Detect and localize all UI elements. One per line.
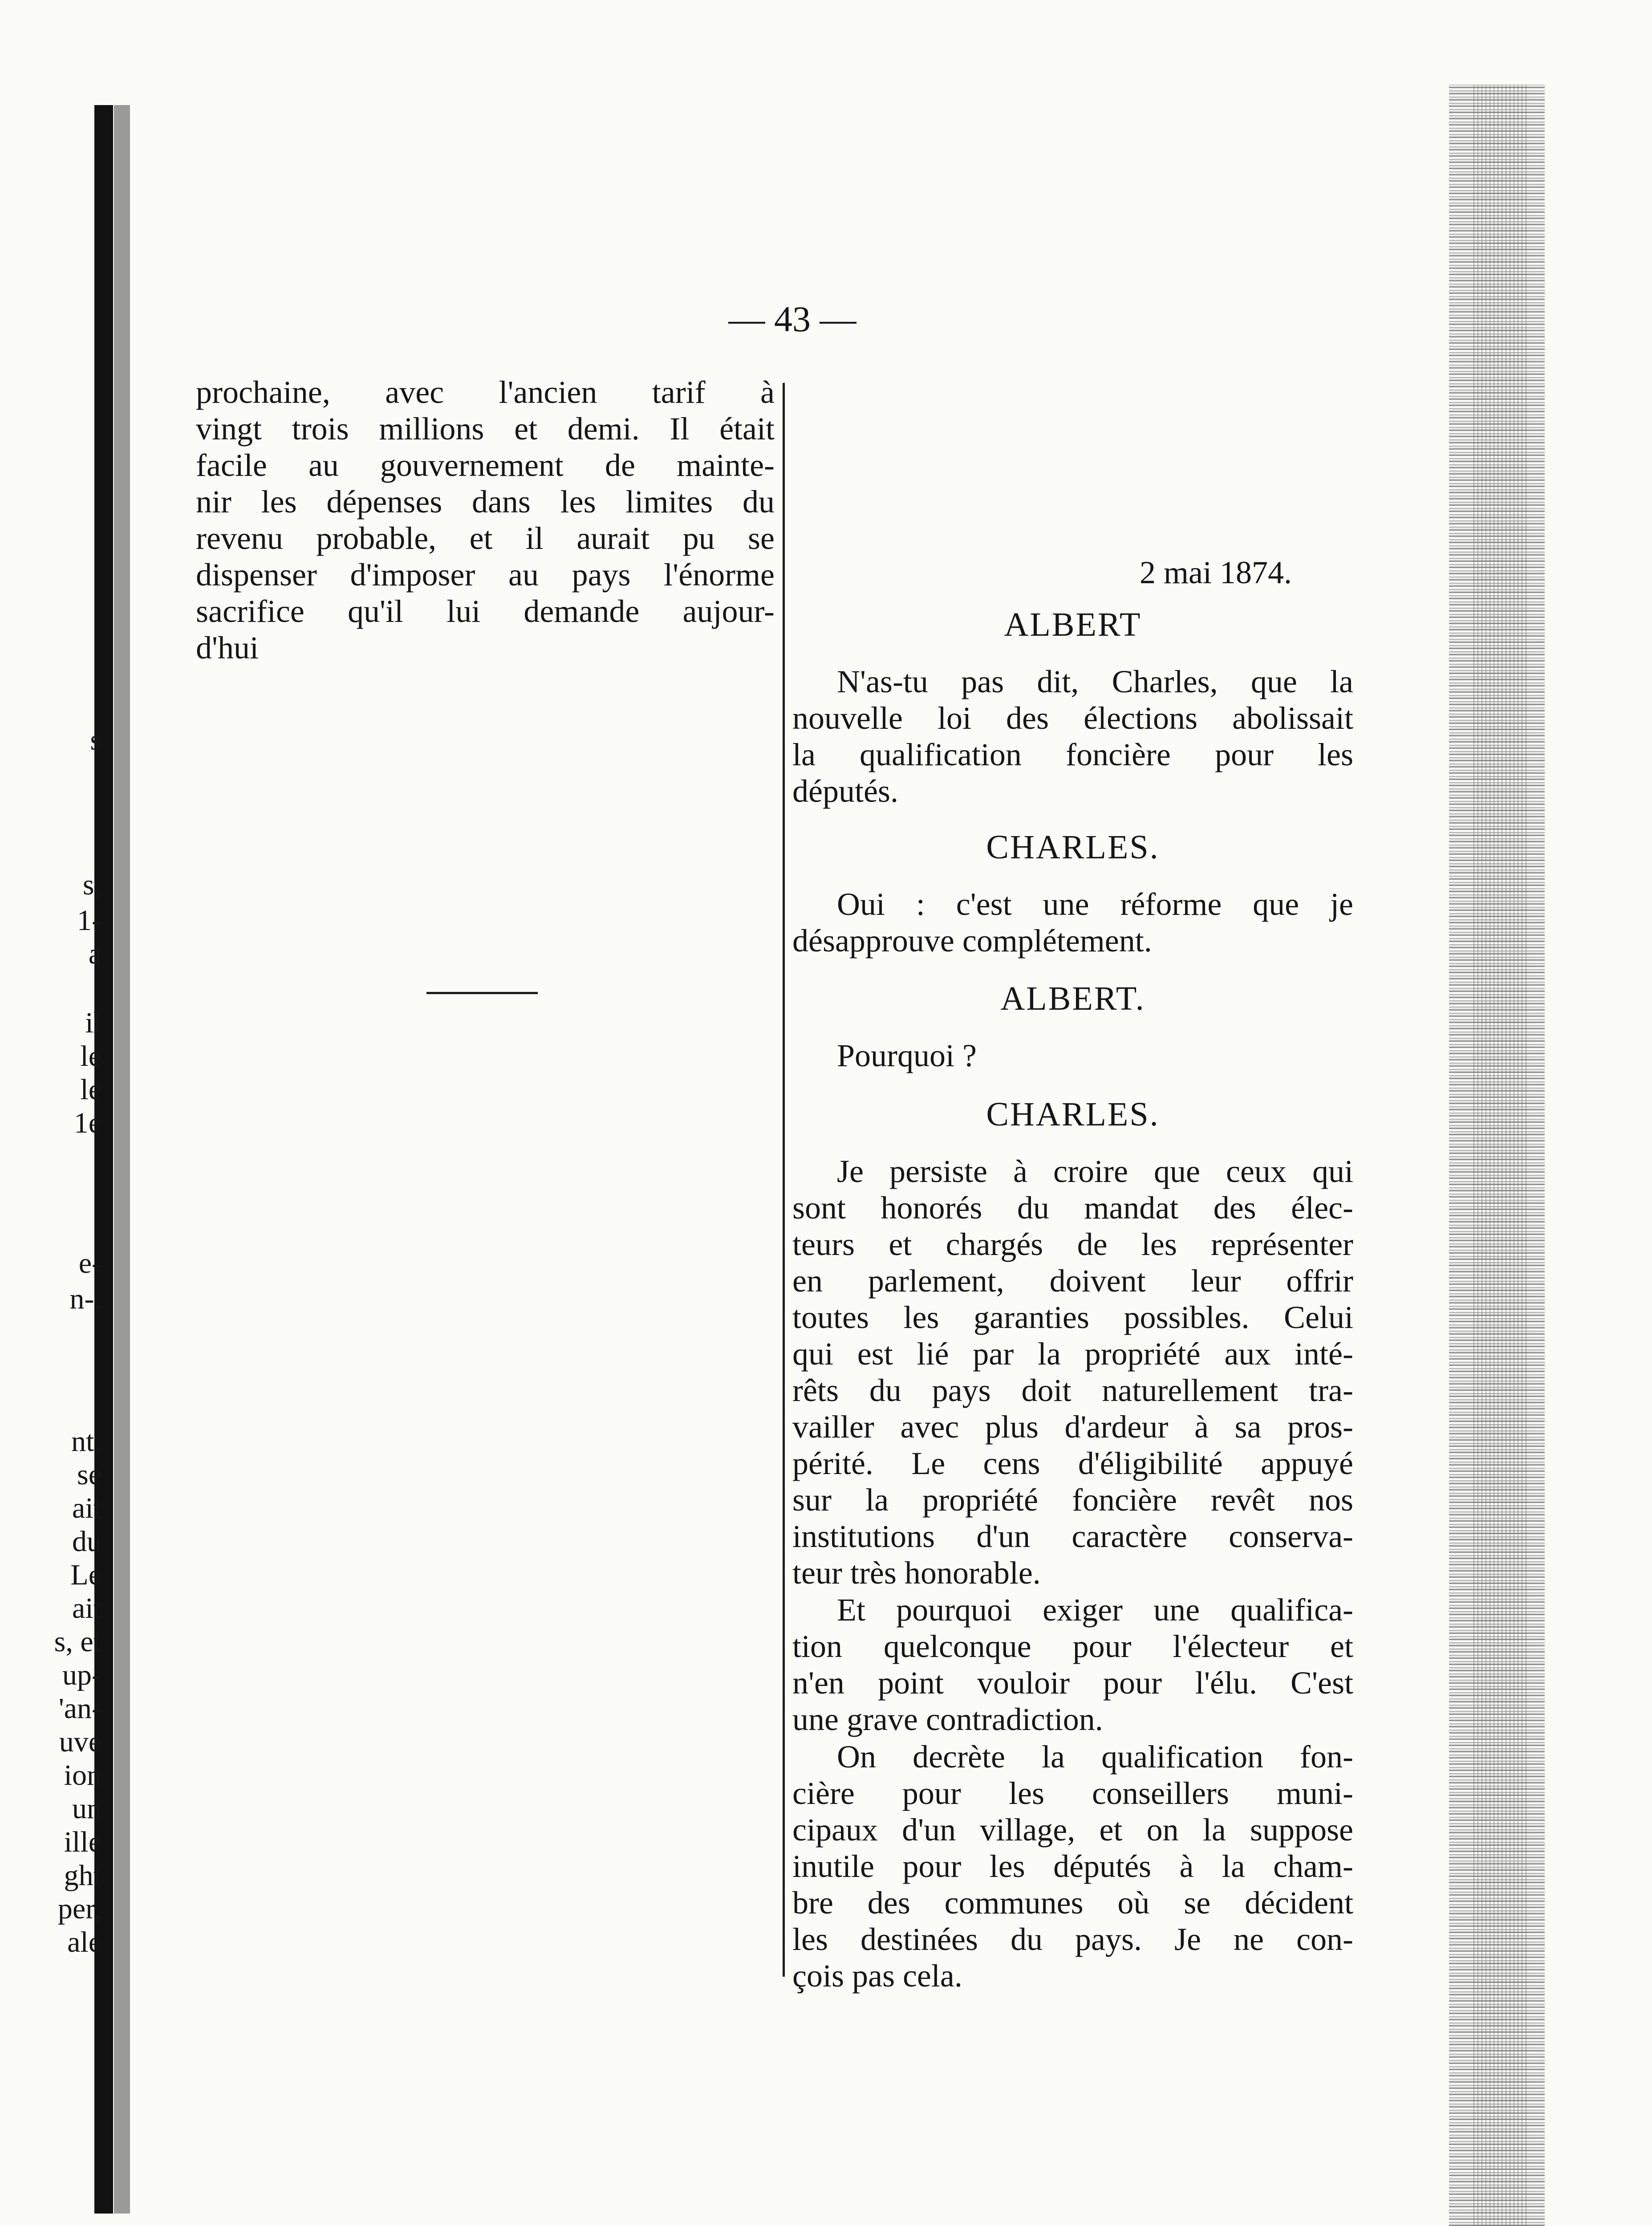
text-line: bre des communes où se décident	[792, 1885, 1353, 1921]
text-line: sacrifice qu'il lui demande aujour-	[196, 593, 775, 629]
speaker-name: CHARLES.	[986, 829, 1160, 866]
margin-fragment: ale	[67, 1926, 101, 1958]
dialogue-date: 2 mai 1874.	[1140, 555, 1292, 590]
text-line: les destinées du pays. Je ne con-	[792, 1921, 1353, 1957]
text-line: Pourquoi ?	[837, 1038, 977, 1073]
margin-fragment: ait	[72, 1592, 101, 1625]
text-line: tion quelconque pour l'électeur et	[792, 1629, 1353, 1664]
dialogue-paragraph	[792, 663, 1353, 809]
margin-fragment: se	[77, 1458, 101, 1491]
margin-fragment: du	[72, 1525, 101, 1558]
dialogue-paragraph	[792, 1592, 1353, 1738]
dialogue-paragraph	[792, 1739, 1353, 1994]
text-line: en parlement, doivent leur offrir	[792, 1263, 1353, 1299]
text-line: toutes les garanties possibles. Celui	[792, 1300, 1353, 1335]
margin-fragment: n-.	[69, 1283, 101, 1315]
dialogue-paragraph	[792, 886, 1353, 959]
margin-fragment: e-	[78, 1247, 101, 1280]
text-line: vingt trois millions et demi. Il était	[196, 411, 775, 447]
margin-fragment: s, et	[54, 1625, 101, 1658]
text-line: inutile pour les députés à la cham-	[792, 1848, 1353, 1884]
text-line: revenu probable, et il aurait pu se	[196, 520, 775, 556]
speaker-name: CHARLES.	[986, 1096, 1160, 1133]
text-line: d'hui	[196, 630, 259, 666]
speaker-name: ALBERT.	[1000, 980, 1145, 1017]
text-line: dispenser d'imposer au pays l'énorme	[196, 557, 775, 593]
page-number: — 43 —	[728, 299, 856, 339]
margin-fragment: ille	[64, 1826, 101, 1858]
text-line: teurs et chargés de les représenter	[792, 1227, 1353, 1262]
text-line: Oui : c'est une réforme que je	[837, 886, 1353, 922]
column-rule	[783, 383, 785, 1977]
speaker-name: ALBERT	[1004, 606, 1142, 643]
text-line: çois pas cela.	[792, 1958, 962, 1994]
margin-fragment: nt.	[71, 1425, 101, 1458]
text-line: institutions d'un caractère conserva-	[792, 1519, 1353, 1554]
text-line: cipaux d'un village, et on la suppose	[792, 1812, 1353, 1848]
margin-fragment: un	[72, 1792, 101, 1825]
margin-fragment: ght	[64, 1859, 101, 1892]
margin-fragment: 1e	[73, 1107, 101, 1139]
margin-fragment: a	[88, 938, 101, 970]
text-line: nir les dépenses dans les limites du	[196, 484, 775, 520]
binding-shadow	[114, 105, 130, 2214]
margin-fragment: 'an-	[58, 1692, 101, 1725]
text-line: périté. Le cens d'éligibilité appuyé	[792, 1446, 1353, 1481]
margin-fragment: le	[80, 1073, 101, 1106]
margin-fragment: ait	[72, 1492, 101, 1524]
text-line: sur la propriété foncière revêt nos	[792, 1482, 1353, 1518]
text-line: une grave contradiction.	[792, 1702, 1103, 1737]
text-line: cière pour les conseillers muni-	[792, 1775, 1353, 1811]
margin-fragment: il	[85, 1007, 101, 1039]
margin-fragment: up-	[62, 1659, 101, 1691]
scan-noise-edge-streaks	[1473, 85, 1527, 2226]
text-line: nouvelle loi des élections abolissait	[792, 700, 1353, 736]
text-line: teur très honorable.	[792, 1555, 1041, 1591]
text-line: prochaine, avec l'ancien tarif à	[196, 374, 775, 410]
margin-fragment: uve	[59, 1726, 101, 1758]
section-rule	[426, 992, 538, 994]
margin-fragment: le	[80, 1040, 101, 1072]
text-line: rêts du pays doit naturellement tra-	[792, 1373, 1353, 1408]
margin-fragment: per,	[57, 1893, 101, 1925]
text-line: vailler avec plus d'ardeur à sa pros-	[792, 1409, 1353, 1445]
text-line: désapprouve complétement.	[792, 923, 1152, 959]
text-line: qui est lié par la propriété aux inté-	[792, 1336, 1353, 1372]
margin-fragment: Le	[70, 1559, 101, 1591]
margin-fragment: ion	[64, 1759, 101, 1791]
text-line: n'en point vouloir pour l'élu. C'est	[792, 1665, 1353, 1701]
text-line: N'as-tu pas dit, Charles, que la	[837, 664, 1353, 699]
dialogue-paragraph	[792, 1037, 1353, 1074]
dialogue-paragraph	[792, 1153, 1353, 1591]
text-line: Et pourquoi exiger une qualifica-	[837, 1592, 1353, 1628]
text-line: la qualification foncière pour les	[792, 737, 1353, 772]
margin-fragment: s,	[82, 869, 101, 901]
margin-fragment: 1-	[77, 904, 101, 937]
text-line: sont honorés du mandat des élec-	[792, 1190, 1353, 1226]
left-column-text	[196, 374, 775, 666]
text-line: On decrète la qualification fon-	[837, 1739, 1353, 1775]
margin-fragment: s	[90, 724, 101, 756]
text-line: facile au gouvernement de mainte-	[196, 447, 775, 483]
text-line: députés.	[792, 773, 898, 809]
text-line: Je persiste à croire que ceux qui	[837, 1154, 1353, 1189]
